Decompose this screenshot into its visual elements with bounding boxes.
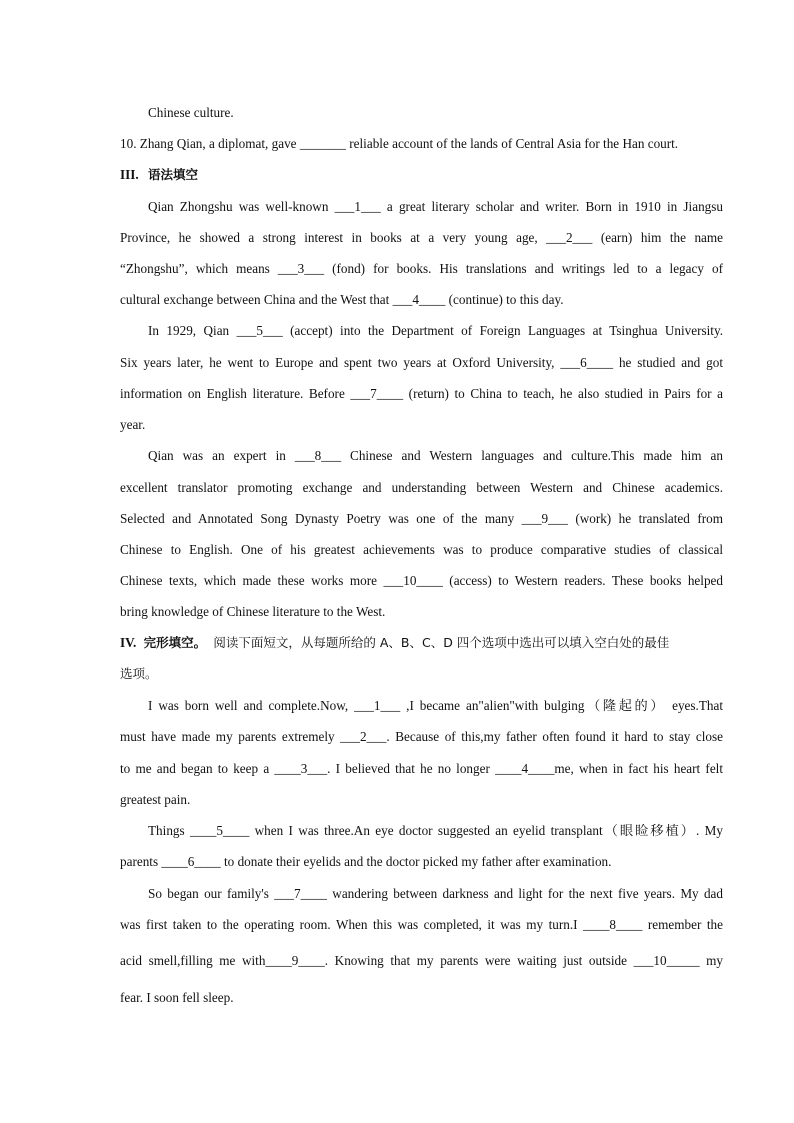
section-4-heading	[120, 634, 723, 651]
question-10: 10. Zhang Qian, a diplomat, gave _______ reliable account of the lands of Central Asia for the Han court.	[120, 136, 679, 151]
passage-line: acid smell,filling me with____9____. Knowing that my parents were waiting just outside ___10_____ my	[120, 953, 723, 968]
paragraph-line: excellent translator promoting exchange and understanding between Western and Chinese academics.	[120, 480, 723, 495]
paragraph-line: Qian was an expert in ___8___ Chinese and Western languages and culture.This made him an	[148, 448, 723, 463]
paragraph-line: Qian Zhongshu was well-known ___1___ a great literary scholar and writer. Born in 1910 in Jiangsu	[148, 199, 723, 214]
section-3-title: 语法填空	[148, 167, 199, 182]
section-4-instructions-cont: 选项。	[120, 666, 158, 681]
section-3-label: III.	[120, 167, 139, 182]
paragraph-line: Chinese texts, which made these works more ___10____ (access) to Western readers. These books helped	[120, 573, 723, 588]
paragraph-line: information on English literature. Before ___7____ (return) to China to teach, he also studied in Pairs for a	[120, 386, 723, 401]
passage-line: must have made my parents extremely ___2___. Because of this,my father often found it hard to stay close	[120, 729, 723, 744]
passage-line: I was born well and complete.Now, ___1___ ,I became an"alien"with bulging（隆起的） eyes.That	[148, 698, 723, 713]
passage-line: parents ____6____ to donate their eyelids and the doctor picked my father after examination.	[120, 854, 612, 869]
passage-line: to me and began to keep a ____3___. I believed that he no longer ____4____me, when in fact his heart felt	[120, 761, 723, 776]
paragraph-line: Selected and Annotated Song Dynasty Poetry was one of the many ___9___ (work) he translated from	[120, 511, 723, 526]
text-line: Chinese culture.	[148, 105, 234, 120]
passage-line: greatest pain.	[120, 792, 191, 807]
passage-line: So began our family's ___7____ wandering between darkness and light for the next five years. My dad	[148, 886, 723, 901]
paragraph-line: “Zhongshu”, which means ___3___ (fond) for books. His translations and writings led to a legacy of	[120, 261, 723, 276]
passage-line: Things ____5____ when I was three.An eye doctor suggested an eyelid transplant（眼睑移植）. My	[148, 823, 723, 838]
passage-line: fear. I soon fell sleep.	[120, 990, 234, 1005]
paragraph-line: year.	[120, 417, 146, 432]
section-4-instructions: 阅读下面短文，从每题所给的 A、B、C、D 四个选项中选出可以填入空白处的最佳	[213, 635, 670, 650]
passage-line: was first taken to the operating room. When this was completed, it was my turn.I ____8____ remember the	[120, 917, 723, 932]
paragraph-line: bring knowledge of Chinese literature to the West.	[120, 604, 386, 619]
paragraph-line: Chinese to English. One of his greatest achievements was to produce comparative studies of classical	[120, 542, 723, 557]
section-3-heading	[120, 166, 723, 183]
paragraph-line: Six years later, he went to Europe and spent two years at Oxford University, ___6____ he studied and got	[120, 355, 723, 370]
paragraph-line: In 1929, Qian ___5___ (accept) into the Department of Foreign Languages at Tsinghua University.	[148, 323, 723, 338]
paragraph-line: Province, he showed a strong interest in books at a very young age, ___2___ (earn) him the name	[120, 230, 723, 245]
paragraph-line: cultural exchange between China and the West that ___4____ (continue) to this day.	[120, 292, 564, 307]
section-4-label: IV.	[120, 635, 137, 650]
section-4-title: 完形填空。	[143, 635, 207, 650]
